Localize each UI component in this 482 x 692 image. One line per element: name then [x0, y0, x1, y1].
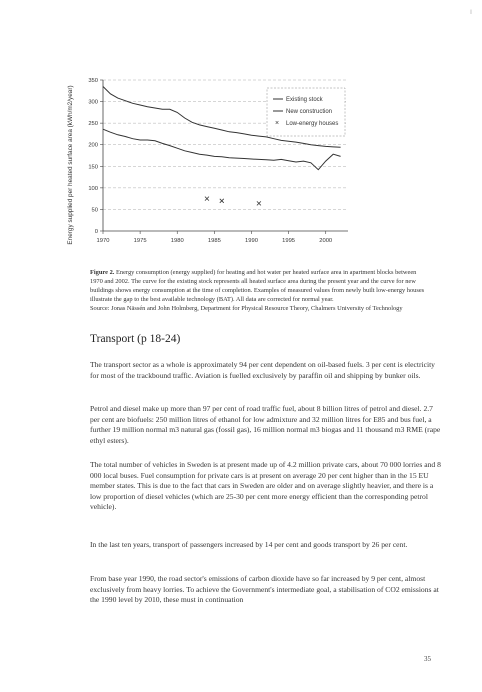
y-axis-title: Energy supplied per heated surface area (kWh/m2/year)	[67, 85, 74, 245]
figure-caption	[90, 268, 430, 313]
paragraph-transport-growth: In the last ten years, transport of passengers increased by 14 per cent and goods transport by 26 per cent.	[90, 540, 408, 549]
paragraph-transport-oil: The transport sector as a whole is approximately 94 per cent dependent on oil-based fuels. 3 per cent is electricity for most of the trackbound traffic. Aviation is fuelled exclusively by paraffin oil and shipping by bunker oils.	[90, 360, 435, 380]
y-tick-label: 200	[88, 142, 98, 149]
x-axis-ticks	[94, 229, 333, 244]
x-tick-label: 1985	[207, 238, 221, 244]
x-tick-label: 1995	[282, 238, 296, 244]
corner-mark: ‖	[470, 10, 472, 16]
x-tick-label: 1975	[133, 238, 147, 244]
x-tick-label: 1990	[245, 238, 258, 244]
x-tick-label: 2000	[319, 238, 333, 244]
data-point-low-energy-houses	[220, 199, 224, 203]
page-number: 35	[424, 655, 431, 663]
x-tick-label: 1970	[96, 238, 110, 244]
paragraph-emissions: From base year 1990, the road sector's emissions of carbon dioxide have so far increased by 9 per cent, almost exclusively from heavy lorries. To achieve the Government's intermediate goal, a stabilisation of CO2 emissions at the 1990 level by 2010, these must in continuation	[90, 574, 439, 605]
data-point-low-energy-houses	[257, 201, 261, 205]
figure-caption-text: Energy consumption (energy supplied) for heating and hot water per heated surface area in apartment blocks between 1970 and 2002. The curve for the existing stock represents all heated surface area during the present year and the curve for new buildings shows energy consumption at the time of completion. Examples of measured values from newly built low-energy houses illustrate the gap to the best available technology (BAT). All data are corrected for normal year.	[90, 269, 425, 303]
y-axis-ticks	[88, 78, 103, 235]
section-heading: Transport (p 18-24)	[90, 333, 181, 345]
figure-source: Source: Jonas Nässén and John Holmberg, Department for Physical Resource Theory, Chalmers University of Technology	[90, 305, 403, 312]
chart-legend	[267, 88, 345, 136]
y-tick-label: 300	[88, 99, 98, 106]
y-tick-label: 50	[91, 207, 98, 214]
y-tick-label: 150	[88, 164, 98, 171]
y-tick-label: 100	[88, 185, 98, 192]
legend-marker-low-energy: ×	[275, 120, 280, 127]
data-point-low-energy-houses	[205, 197, 209, 201]
x-tick-label: 1980	[170, 238, 184, 244]
legend-label-new-construction: New construction	[286, 109, 333, 115]
paragraph-vehicles: The total number of vehicles in Sweden is at present made up of 4.2 million private cars, about 70 000 lorries and 8 000 local buses. Fuel consumption for private cars is at present on average 20 per cent higher than in the 15 EU member states. This is due to the fact that cars in Sweden are older and on average slightly heavier, and there is a low proportion of diesel vehicles (which are 25-30 per cent more energy efficient than the corresponding petrol vehicle).	[90, 460, 441, 512]
paragraph-fuels: Petrol and diesel make up more than 97 per cent of road traffic fuel, about 8 billion litres of petrol and diesel. 2.7 per cent are biofuels: 250 million litres of ethanol for low admixture and 32 million litres for E85 and bus fuel, a further 19 million normal m3 natural gas (fossil gas), 16 million normal m3 biogas and 11 thousand m3 RME (rape ethyl esters).	[90, 404, 441, 445]
legend-label-low-energy: Low-energy houses	[286, 121, 339, 127]
legend-label-existing-stock: Existing stock	[286, 97, 323, 103]
figure-label: Figure 2.	[90, 269, 115, 276]
y-tick-label: 350	[88, 78, 98, 84]
y-tick-label: 0	[94, 229, 98, 235]
energy-consumption-chart	[60, 70, 360, 260]
y-tick-label: 250	[88, 121, 98, 128]
